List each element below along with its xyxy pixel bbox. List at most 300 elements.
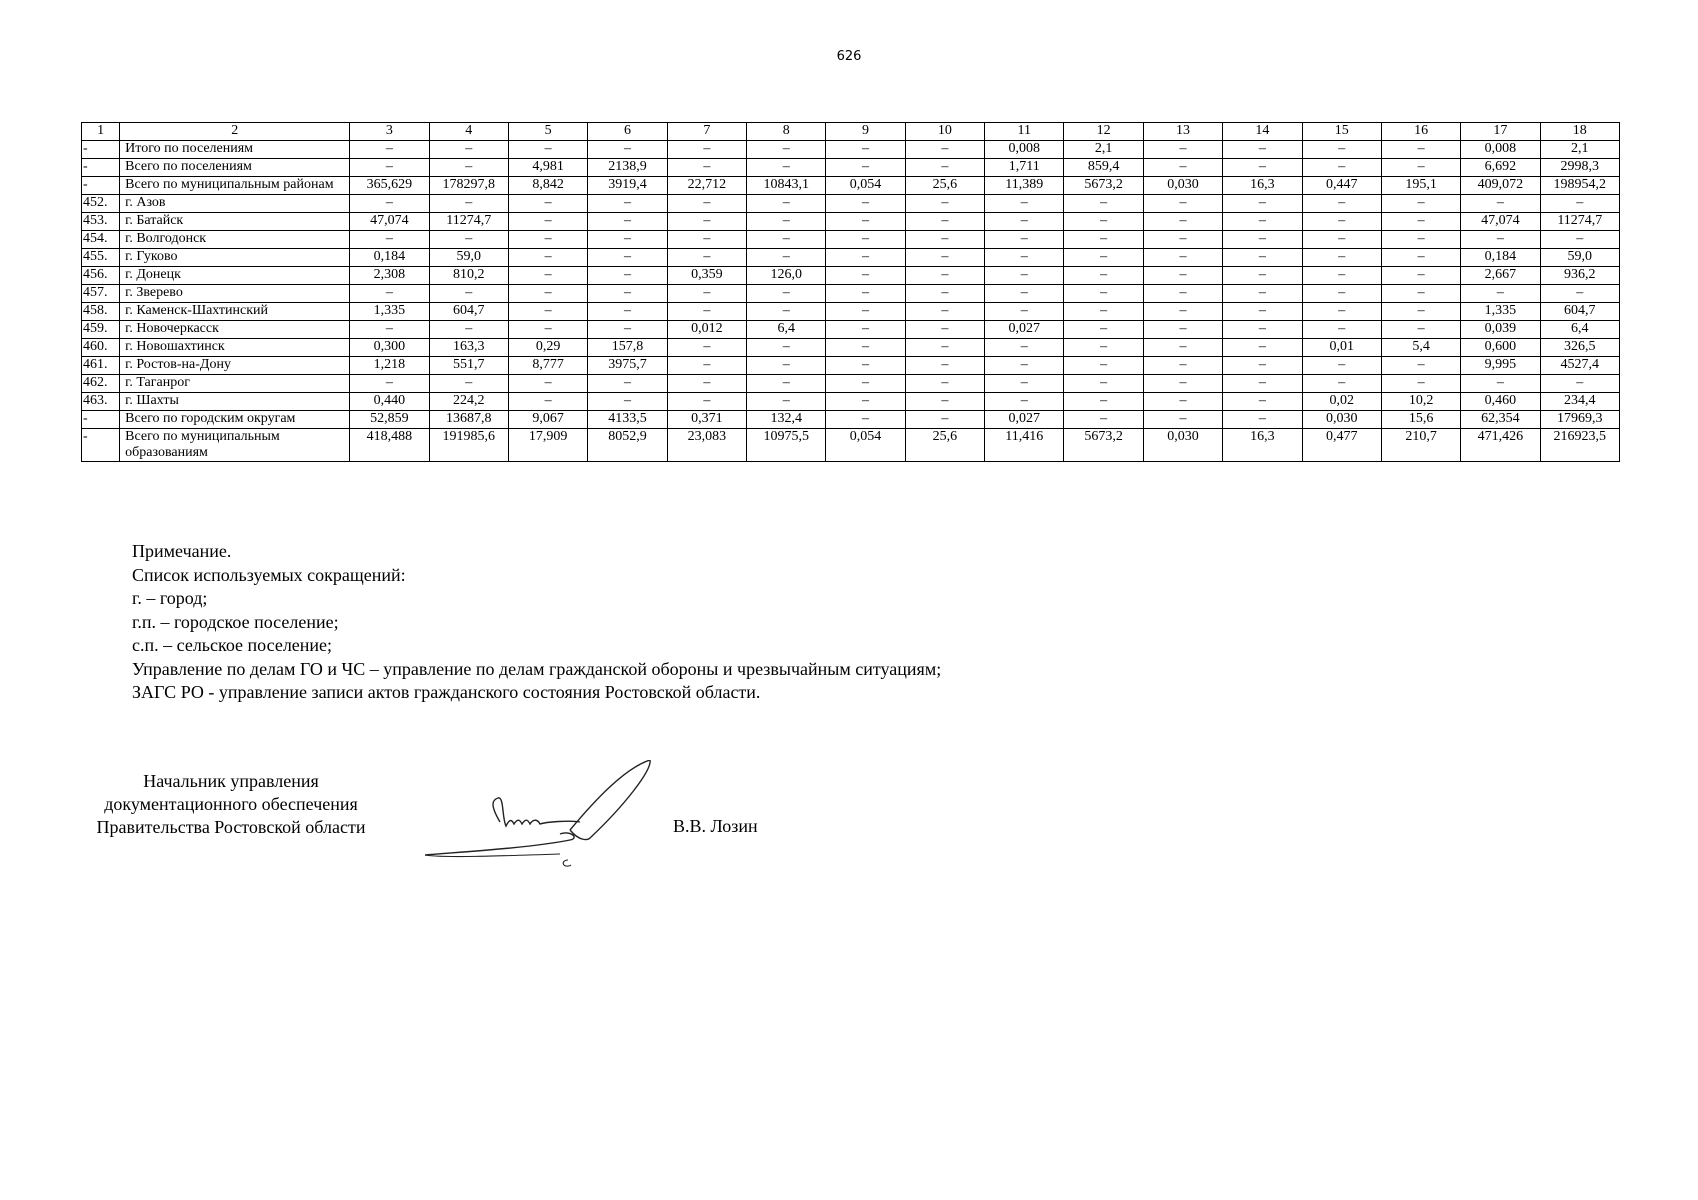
value-cell: – (905, 231, 984, 249)
value-cell: – (1223, 195, 1302, 213)
value-cell: – (667, 303, 746, 321)
value-cell: 2,308 (350, 267, 429, 285)
value-cell: 1,335 (1461, 303, 1540, 321)
value-cell: – (1143, 267, 1222, 285)
row-name-cell: г. Ростов-на-Дону (120, 357, 350, 375)
row-name-cell: г. Гуково (120, 249, 350, 267)
value-cell: – (1381, 231, 1460, 249)
value-cell: – (429, 195, 508, 213)
table-row (82, 195, 1620, 213)
value-cell: – (1302, 249, 1381, 267)
value-cell: – (1381, 159, 1460, 177)
note-title: Примечание. (132, 541, 232, 561)
column-header: 17 (1461, 123, 1540, 141)
value-cell: 551,7 (429, 357, 508, 375)
value-cell: 15,6 (1381, 411, 1460, 429)
value-cell: – (1223, 375, 1302, 393)
value-cell: – (350, 285, 429, 303)
value-cell: 0,012 (667, 321, 746, 339)
value-cell: – (1381, 141, 1460, 159)
value-cell: – (1143, 303, 1222, 321)
value-cell: 0,460 (1461, 393, 1540, 411)
value-cell: 2,667 (1461, 267, 1540, 285)
value-cell: – (667, 285, 746, 303)
value-cell: 0,300 (350, 339, 429, 357)
value-cell: – (429, 141, 508, 159)
value-cell: – (985, 303, 1064, 321)
value-cell: – (1143, 357, 1222, 375)
value-cell: – (1302, 159, 1381, 177)
value-cell: – (1381, 285, 1460, 303)
value-cell: 2,1 (1540, 141, 1619, 159)
table-row (82, 249, 1620, 267)
value-cell: – (1064, 267, 1143, 285)
value-cell: – (508, 195, 587, 213)
value-cell: – (1143, 249, 1222, 267)
value-cell: – (985, 249, 1064, 267)
value-cell: – (1302, 357, 1381, 375)
value-cell: 13687,8 (429, 411, 508, 429)
row-number-cell: - (82, 429, 120, 462)
value-cell: 59,0 (1540, 249, 1619, 267)
value-cell: – (350, 375, 429, 393)
value-cell: 6,692 (1461, 159, 1540, 177)
value-cell: – (1302, 267, 1381, 285)
value-cell: 0,027 (985, 411, 1064, 429)
value-cell: 11274,7 (429, 213, 508, 231)
value-cell: 16,3 (1223, 429, 1302, 462)
column-header: 5 (508, 123, 587, 141)
value-cell: – (747, 213, 826, 231)
value-cell: 1,711 (985, 159, 1064, 177)
value-cell: – (826, 393, 905, 411)
row-number-cell: 457. (82, 285, 120, 303)
value-cell: 17969,3 (1540, 411, 1619, 429)
value-cell: 0,030 (1143, 177, 1222, 195)
table-row (82, 213, 1620, 231)
table-row (82, 303, 1620, 321)
value-cell: – (985, 213, 1064, 231)
value-cell: – (826, 195, 905, 213)
value-cell: 47,074 (350, 213, 429, 231)
value-cell: – (429, 321, 508, 339)
page-number: 626 (836, 49, 862, 64)
value-cell: – (508, 231, 587, 249)
value-cell: 47,074 (1461, 213, 1540, 231)
table-row (82, 339, 1620, 357)
table-header-row (82, 123, 1620, 141)
value-cell: – (667, 195, 746, 213)
value-cell: – (350, 141, 429, 159)
value-cell: 0,030 (1143, 429, 1222, 462)
value-cell: 0,008 (985, 141, 1064, 159)
value-cell: – (747, 231, 826, 249)
value-cell: – (826, 321, 905, 339)
column-header: 14 (1223, 123, 1302, 141)
value-cell: – (905, 213, 984, 231)
value-cell: 216923,5 (1540, 429, 1619, 462)
value-cell: – (905, 285, 984, 303)
row-number-cell: - (82, 141, 120, 159)
value-cell: – (667, 249, 746, 267)
value-cell: – (747, 159, 826, 177)
value-cell: – (826, 285, 905, 303)
value-cell: 178297,8 (429, 177, 508, 195)
value-cell: – (1143, 195, 1222, 213)
value-cell: – (747, 285, 826, 303)
table-row (82, 411, 1620, 429)
value-cell: 0,030 (1302, 411, 1381, 429)
value-cell: 195,1 (1381, 177, 1460, 195)
value-cell: – (350, 159, 429, 177)
column-header: 9 (826, 123, 905, 141)
value-cell: – (826, 375, 905, 393)
value-cell: 9,995 (1461, 357, 1540, 375)
value-cell: – (1302, 141, 1381, 159)
data-table (81, 122, 1620, 462)
value-cell: 365,629 (350, 177, 429, 195)
value-cell: – (588, 213, 667, 231)
value-cell: – (1064, 357, 1143, 375)
value-cell: – (588, 141, 667, 159)
value-cell: – (826, 303, 905, 321)
value-cell: – (1302, 231, 1381, 249)
value-cell: – (350, 321, 429, 339)
row-name-cell: г. Зверево (120, 285, 350, 303)
table-row (82, 267, 1620, 285)
value-cell: 0,039 (1461, 321, 1540, 339)
column-header: 18 (1540, 123, 1619, 141)
value-cell: – (350, 231, 429, 249)
value-cell: – (1143, 285, 1222, 303)
row-number-cell: 459. (82, 321, 120, 339)
note-line: г. – город; (132, 588, 208, 608)
value-cell: 3919,4 (588, 177, 667, 195)
value-cell: 0,184 (350, 249, 429, 267)
value-cell: – (1381, 303, 1460, 321)
table-row (82, 231, 1620, 249)
value-cell: – (826, 141, 905, 159)
value-cell: – (1143, 231, 1222, 249)
value-cell: – (350, 195, 429, 213)
value-cell: – (1302, 195, 1381, 213)
value-cell: 4,981 (508, 159, 587, 177)
row-number-cell: - (82, 177, 120, 195)
value-cell: – (588, 231, 667, 249)
value-cell: – (826, 267, 905, 285)
value-cell: – (1064, 411, 1143, 429)
value-cell: – (1381, 357, 1460, 375)
value-cell: 0,184 (1461, 249, 1540, 267)
value-cell: – (667, 231, 746, 249)
value-cell: – (985, 393, 1064, 411)
row-name-cell: г. Новочеркасск (120, 321, 350, 339)
value-cell: – (985, 285, 1064, 303)
row-name-cell: Всего по городским округам (120, 411, 350, 429)
value-cell: 0,027 (985, 321, 1064, 339)
row-number-cell: 460. (82, 339, 120, 357)
value-cell: – (905, 375, 984, 393)
value-cell: – (588, 321, 667, 339)
value-cell: – (1223, 231, 1302, 249)
value-cell: – (1064, 303, 1143, 321)
row-name-cell: г. Шахты (120, 393, 350, 411)
value-cell: 8,777 (508, 357, 587, 375)
value-cell: – (905, 195, 984, 213)
value-cell: – (826, 213, 905, 231)
value-cell: – (667, 159, 746, 177)
value-cell: – (1143, 375, 1222, 393)
value-cell: – (1143, 159, 1222, 177)
value-cell: – (747, 195, 826, 213)
value-cell: 418,488 (350, 429, 429, 462)
value-cell: – (1381, 195, 1460, 213)
value-cell: 8,842 (508, 177, 587, 195)
value-cell: – (1540, 231, 1619, 249)
value-cell: 0,447 (1302, 177, 1381, 195)
value-cell: – (1381, 321, 1460, 339)
value-cell: – (508, 141, 587, 159)
row-number-cell: 454. (82, 231, 120, 249)
value-cell: 2,1 (1064, 141, 1143, 159)
value-cell: – (1461, 195, 1540, 213)
signer-position-line: Правительства Ростовской области (96, 817, 366, 837)
value-cell: 4527,4 (1540, 357, 1619, 375)
value-cell: – (588, 195, 667, 213)
value-cell: – (985, 267, 1064, 285)
value-cell: – (1223, 303, 1302, 321)
value-cell: – (905, 393, 984, 411)
value-cell: – (985, 375, 1064, 393)
row-name-cell: Всего по муниципальным районам (120, 177, 350, 195)
column-header: 1 (82, 123, 120, 141)
value-cell: 0,371 (667, 411, 746, 429)
column-header: 3 (350, 123, 429, 141)
column-header: 7 (667, 123, 746, 141)
value-cell: 6,4 (1540, 321, 1619, 339)
value-cell: – (429, 375, 508, 393)
value-cell: – (1381, 375, 1460, 393)
row-name-cell: г. Таганрог (120, 375, 350, 393)
row-number-cell: - (82, 411, 120, 429)
value-cell: 126,0 (747, 267, 826, 285)
table-row (82, 357, 1620, 375)
note-line: Управление по делам ГО и ЧС – управление по делам гражданской обороны и чрезвычайным ситуациям; (132, 658, 942, 679)
row-name-cell: г. Батайск (120, 213, 350, 231)
value-cell: – (1064, 393, 1143, 411)
value-cell: – (508, 285, 587, 303)
value-cell: – (1223, 141, 1302, 159)
value-cell: 23,083 (667, 429, 746, 462)
value-cell: – (1223, 339, 1302, 357)
table-row (82, 375, 1620, 393)
table-row (82, 177, 1620, 195)
value-cell: – (1143, 321, 1222, 339)
value-cell: – (429, 159, 508, 177)
value-cell: – (1302, 285, 1381, 303)
value-cell: 52,859 (350, 411, 429, 429)
row-name-cell: г. Азов (120, 195, 350, 213)
value-cell: – (747, 303, 826, 321)
value-cell: 0,054 (826, 429, 905, 462)
column-header: 8 (747, 123, 826, 141)
value-cell: 0,02 (1302, 393, 1381, 411)
value-cell: – (429, 231, 508, 249)
value-cell: – (1540, 195, 1619, 213)
column-header: 13 (1143, 123, 1222, 141)
value-cell: 25,6 (905, 429, 984, 462)
value-cell: – (905, 267, 984, 285)
value-cell: – (905, 249, 984, 267)
row-number-cell: 456. (82, 267, 120, 285)
value-cell: 224,2 (429, 393, 508, 411)
value-cell: 1,218 (350, 357, 429, 375)
value-cell: – (1064, 375, 1143, 393)
value-cell: – (1381, 267, 1460, 285)
value-cell: – (985, 231, 1064, 249)
value-cell: – (747, 339, 826, 357)
note-line: с.п. – сельское поселение; (132, 635, 333, 655)
value-cell: 8052,9 (588, 429, 667, 462)
notes-block (132, 540, 941, 705)
table-row (82, 141, 1620, 159)
value-cell: 59,0 (429, 249, 508, 267)
row-number-cell: 462. (82, 375, 120, 393)
value-cell: 157,8 (588, 339, 667, 357)
value-cell: 5,4 (1381, 339, 1460, 357)
value-cell: – (1461, 285, 1540, 303)
value-cell: – (1223, 159, 1302, 177)
row-name-cell: г. Каменск-Шахтинский (120, 303, 350, 321)
value-cell: – (826, 231, 905, 249)
row-name-cell: Всего по поселениям (120, 159, 350, 177)
value-cell: – (1064, 285, 1143, 303)
value-cell: – (667, 339, 746, 357)
row-number-cell: - (82, 159, 120, 177)
value-cell: – (588, 375, 667, 393)
value-cell: – (667, 357, 746, 375)
value-cell: – (826, 249, 905, 267)
value-cell: – (667, 141, 746, 159)
value-cell: – (1223, 411, 1302, 429)
value-cell: 1,335 (350, 303, 429, 321)
value-cell: 22,712 (667, 177, 746, 195)
row-name-cell: г. Донецк (120, 267, 350, 285)
column-header: 15 (1302, 123, 1381, 141)
value-cell: – (1223, 321, 1302, 339)
value-cell: 4133,5 (588, 411, 667, 429)
value-cell: – (985, 357, 1064, 375)
value-cell: – (1143, 411, 1222, 429)
value-cell: – (508, 249, 587, 267)
value-cell: – (747, 249, 826, 267)
column-header: 16 (1381, 123, 1460, 141)
column-header: 2 (120, 123, 350, 141)
table-row (82, 321, 1620, 339)
value-cell: – (1381, 249, 1460, 267)
value-cell: 326,5 (1540, 339, 1619, 357)
row-number-cell: 461. (82, 357, 120, 375)
value-cell: – (1461, 231, 1540, 249)
value-cell: – (1223, 285, 1302, 303)
value-cell: 10843,1 (747, 177, 826, 195)
value-cell: – (826, 159, 905, 177)
value-cell: – (1461, 375, 1540, 393)
value-cell: – (826, 357, 905, 375)
value-cell: – (905, 303, 984, 321)
value-cell: – (667, 213, 746, 231)
value-cell: 11274,7 (1540, 213, 1619, 231)
column-header: 10 (905, 123, 984, 141)
value-cell: 0,054 (826, 177, 905, 195)
column-header: 11 (985, 123, 1064, 141)
row-number-cell: 463. (82, 393, 120, 411)
table-row (82, 285, 1620, 303)
row-number-cell: 455. (82, 249, 120, 267)
value-cell: – (985, 195, 1064, 213)
value-cell: – (826, 339, 905, 357)
value-cell: – (1064, 249, 1143, 267)
row-number-cell: 453. (82, 213, 120, 231)
value-cell: 210,7 (1381, 429, 1460, 462)
value-cell: 25,6 (905, 177, 984, 195)
value-cell: – (1223, 357, 1302, 375)
table-row (82, 159, 1620, 177)
value-cell: – (667, 393, 746, 411)
signer-name: В.В. Лозин (673, 816, 758, 836)
value-cell: 471,426 (1461, 429, 1540, 462)
row-name-cell: г. Новошахтинск (120, 339, 350, 357)
value-cell: 604,7 (429, 303, 508, 321)
value-cell: 234,4 (1540, 393, 1619, 411)
value-cell: – (905, 141, 984, 159)
row-name-cell: Всего по муниципальным образованиям (120, 429, 350, 462)
value-cell: – (1302, 303, 1381, 321)
value-cell: – (1143, 213, 1222, 231)
value-cell: – (1064, 321, 1143, 339)
value-cell: – (508, 267, 587, 285)
value-cell: 0,477 (1302, 429, 1381, 462)
value-cell: – (429, 285, 508, 303)
column-header: 4 (429, 123, 508, 141)
value-cell: 132,4 (747, 411, 826, 429)
value-cell: – (985, 339, 1064, 357)
value-cell: 0,359 (667, 267, 746, 285)
value-cell: – (747, 357, 826, 375)
value-cell: 5673,2 (1064, 429, 1143, 462)
value-cell: 17,909 (508, 429, 587, 462)
signer-position (81, 770, 381, 839)
value-cell: 10,2 (1381, 393, 1460, 411)
value-cell: 191985,6 (429, 429, 508, 462)
table-row (82, 393, 1620, 411)
value-cell: – (1302, 375, 1381, 393)
value-cell: – (1302, 321, 1381, 339)
value-cell: – (1143, 141, 1222, 159)
value-cell: 163,3 (429, 339, 508, 357)
value-cell: – (588, 285, 667, 303)
value-cell: 5673,2 (1064, 177, 1143, 195)
value-cell: 0,01 (1302, 339, 1381, 357)
value-cell: – (1302, 213, 1381, 231)
value-cell: 409,072 (1461, 177, 1540, 195)
row-number-cell: 458. (82, 303, 120, 321)
value-cell: – (747, 393, 826, 411)
value-cell: – (905, 357, 984, 375)
value-cell: – (508, 393, 587, 411)
value-cell: – (747, 141, 826, 159)
value-cell: – (1223, 213, 1302, 231)
